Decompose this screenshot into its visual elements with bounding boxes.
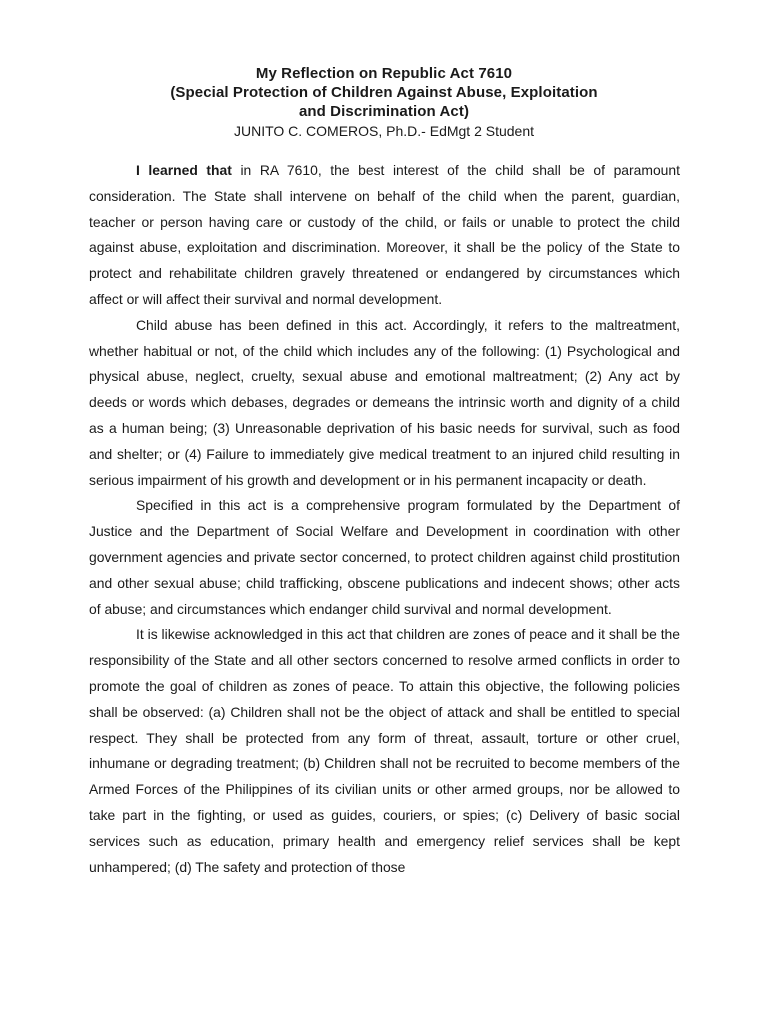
author-line: JUNITO C. COMEROS, Ph.D.- EdMgt 2 Student [233,123,535,139]
document-body [89,158,680,880]
title-line-2: (Special Protection of Children Against Abuse, Exploitation [170,84,598,101]
title-line-3: and Discrimination Act) [298,103,470,120]
paragraph-text: in RA 7610, the best interest of the child shall be of paramount consideration. The State shall intervene on behalf of the child when the parent, guardian, teacher or person having care or custody of the child, or fails or unable to protect the child against abuse, exploitation and discrimination. Moreover, it shall be the policy of the State to protect and rehabilitate children gravely threatened or endangered by circumstances which affect or will affect their survival and normal development. [89,162,680,307]
paragraph-1 [89,158,680,313]
paragraph-3: Specified in this act is a comprehensive program formulated by the Department of Justice and the Department of Social Welfare and Development in coordination with other government agencies and private sector concerned, to protect children against child prostitution and other sexual abuse; child trafficking, obscene publications and indecent shows; other acts of abuse; and circumstances which endanger child survival and normal development. [89,497,680,617]
paragraph-2: Child abuse has been defined in this act. Accordingly, it refers to the maltreatment, whether habitual or not, of the child which includes any of the following: (1) Psychological and physical abuse, neglect, cruelty, sexual abuse and emotional maltreatment; (2) Any act by deeds or words which debases, degrades or demeans the intrinsic worth and dignity of a child as a human being; (3) Unreasonable deprivation of his basic needs for survival, such as food and shelter; or (4) Failure to immediately give medical treatment to an injured child resulting in serious impairment of his growth and development or in his permanent incapacity or death. [89,316,680,488]
paragraph-4: It is likewise acknowledged in this act that children are zones of peace and it shall be the responsibility of the State and all other sectors concerned to resolve armed conflicts in order to promote the goal of children as zones of peace. To attain this objective, the following policies shall be observed: (a) Children shall not be the object of attack and shall be entitled to special respect. They shall be protected from any form of threat, assault, torture or other cruel, inhumane or degrading treatment; (b) Children shall not be recruited to become members of the Armed Forces of the Philippines of its civilian units or other armed groups, nor be allowed to take part in the fighting, or used as guides, couriers, or spies; (c) Delivery of basic social services such as education, primary health and emergency relief services shall be kept unhampered; (d) The safety and protection of those [89,626,680,875]
paragraph-lead: I learned that [136,162,232,178]
document-header [0,64,768,141]
title-line-1: My Reflection on Republic Act 7610 [255,65,513,82]
